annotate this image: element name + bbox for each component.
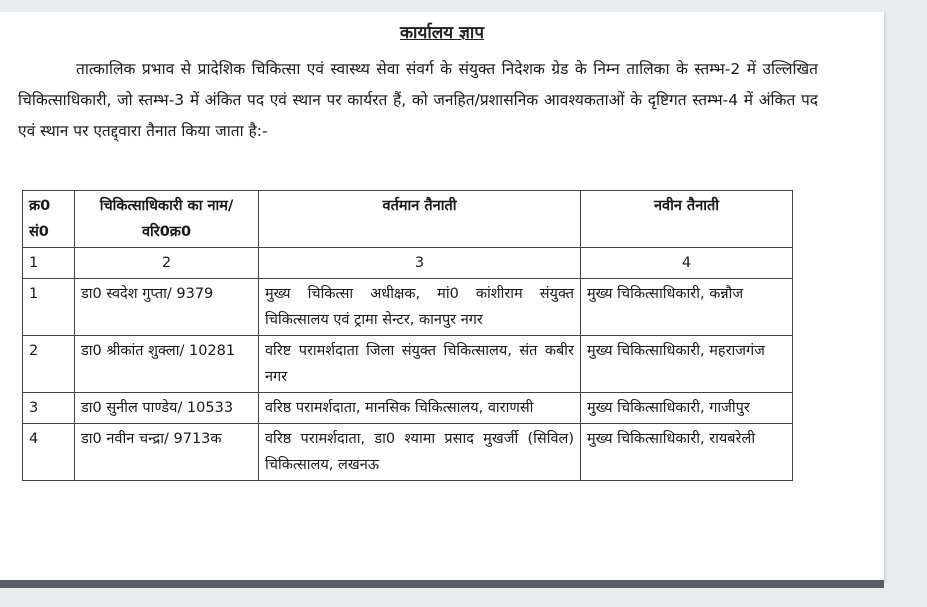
- column-number: 3: [259, 248, 581, 279]
- header-serial: क्र0 सं0: [23, 191, 75, 248]
- officer-name-cell: डा0 स्वदेश गुप्ता/ 9379: [75, 279, 259, 336]
- current-posting-cell: वरिष्ठ परामर्शदाता, मानसिक चिकित्सालय, वाराणसी: [259, 393, 581, 424]
- document-page: [0, 12, 884, 582]
- table-row: [23, 279, 793, 336]
- new-posting-cell: मुख्य चिकित्साधिकारी, कन्नौज: [581, 279, 793, 336]
- table-row: [23, 424, 793, 481]
- header-current-posting: वर्तमान तैनाती: [259, 191, 581, 248]
- new-posting-cell: मुख्य चिकित्साधिकारी, रायबरेली: [581, 424, 793, 481]
- new-posting-cell: मुख्य चिकित्साधिकारी, महराजगंज: [581, 336, 793, 393]
- postings-table: [22, 190, 793, 481]
- page-title: कार्यालय ज्ञाप: [400, 23, 484, 43]
- serial-cell: 1: [23, 279, 75, 336]
- current-posting-cell: वरिष्ठ परामर्शदाता, डा0 श्यामा प्रसाद मुखर्जी (सिविल) चिकित्सालय, लखनऊ: [259, 424, 581, 481]
- officer-name-cell: डा0 श्रीकांत शुक्ला/ 10281: [75, 336, 259, 393]
- header-officer-name: चिकित्साधिकारी का नाम/ वरि0क्र0: [75, 191, 259, 248]
- serial-cell: 2: [23, 336, 75, 393]
- new-posting-cell: मुख्य चिकित्साधिकारी, गाजीपुर: [581, 393, 793, 424]
- header-new-posting: नवीन तैनाती: [581, 191, 793, 248]
- table-header-row: [23, 191, 793, 248]
- column-number-row: [23, 248, 793, 279]
- officer-name-cell: डा0 सुनील पाण्डेय/ 10533: [75, 393, 259, 424]
- serial-cell: 3: [23, 393, 75, 424]
- officer-name-cell: डा0 नवीन चन्द्रा/ 9713क: [75, 424, 259, 481]
- order-paragraph: तात्कालिक प्रभाव से प्रादेशिक चिकित्सा एवं स्वास्थ्य सेवा संवर्ग के संयुक्त निदेशक ग्रेड के निम्न तालिका के स्तम्भ-2 में उल्लिखित चिकित्साधिकारी, जो स्तम्भ-3 में अंकित पद एवं स्थान पर कार्यरत हैं, को जनहित/प्रशासनिक आवश्यकताओं के दृष्टिगत स्तम्भ-4 में अंकित पद एवं स्थान पर एतद्द्वारा तैनात किया जाता है:-: [18, 60, 818, 140]
- current-posting-cell: वरिष्ट परामर्शदाता जिला संयुक्त चिकित्सालय, संत कबीर नगर: [259, 336, 581, 393]
- current-posting-cell: मुख्य चिकित्सा अधीक्षक, मां0 कांशीराम संयुक्त चिकित्सालय एवं ट्रामा सेन्टर, कानपुर नगर: [259, 279, 581, 336]
- table-row: [23, 336, 793, 393]
- column-number: 2: [75, 248, 259, 279]
- table-row: [23, 393, 793, 424]
- column-number: 4: [581, 248, 793, 279]
- serial-cell: 4: [23, 424, 75, 481]
- page-bottom-edge: [0, 580, 884, 588]
- column-number: 1: [23, 248, 75, 279]
